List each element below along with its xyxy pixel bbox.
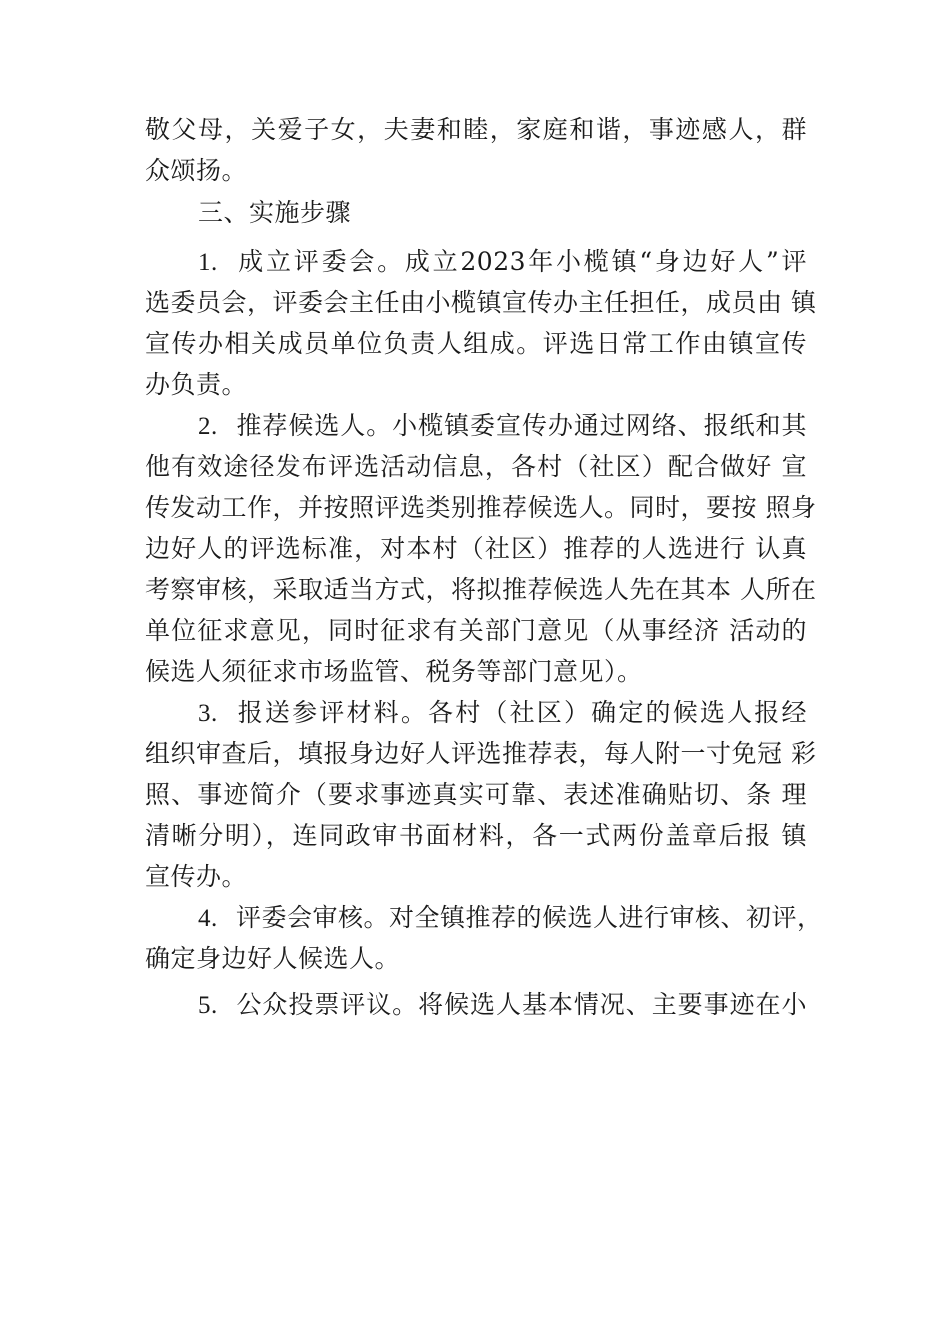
text-line: 确定身边好人候选人。 xyxy=(145,944,401,973)
section-heading: 三、实施步骤 xyxy=(198,198,352,227)
list-item-5 xyxy=(198,988,807,1023)
text-line: 选委员会，评委会主任由小榄镇宣传办主任担任，成员由 镇 xyxy=(145,288,817,317)
list-item-1 xyxy=(198,245,807,280)
text-line: 敬父母，关爱子女，夫妻和睦，家庭和谐，事迹感人，群 xyxy=(145,115,807,144)
text-line: 成立评委会。成立2023年小榄镇“身边好人”评 xyxy=(236,247,807,276)
item-number: 3. xyxy=(198,700,218,727)
text-line: 考察审核，采取适当方式，将拟推荐候选人先在其本 人所在 xyxy=(145,575,817,604)
item-number: 2. xyxy=(198,413,218,440)
text-line: 清晰分明），连同政审书面材料，各一式两份盖章后报 镇 xyxy=(145,821,807,850)
list-item-4 xyxy=(198,901,823,936)
list-item-2 xyxy=(198,409,807,444)
text-line: 评委会审核。对全镇推荐的候选人进行审核、初评， xyxy=(236,903,823,932)
text-line: 宣传办。 xyxy=(145,862,248,891)
text-line: 公众投票评议。将候选人基本情况、主要事迹在小 xyxy=(236,990,807,1019)
text-line: 边好人的评选标准，对本村（社区）推荐的人选进行 认真 xyxy=(145,534,807,563)
text-line: 传发动工作，并按照评选类别推荐候选人。同时，要按 照身 xyxy=(145,493,817,522)
text-line: 他有效途径发布评选活动信息，各村（社区）配合做好 宣 xyxy=(145,452,807,481)
list-item-3 xyxy=(198,696,807,731)
text-line: 报送参评材料。各村（社区）确定的候选人报经 xyxy=(236,698,807,727)
text-line: 单位征求意见，同时征求有关部门意见（从事经济 活动的 xyxy=(145,616,807,645)
text-line: 宣传办相关成员单位负责人组成。评选日常工作由镇宣传 xyxy=(145,329,807,358)
text-line: 候选人须征求市场监管、税务等部门意见）。 xyxy=(145,657,643,686)
item-number: 4. xyxy=(198,905,218,932)
text-line: 照、事迹简介（要求事迹真实可靠、表述准确贴切、条 理 xyxy=(145,780,807,809)
item-number: 1. xyxy=(198,249,218,276)
text-line: 组织审查后，填报身边好人评选推荐表，每人附一寸免冠 彩 xyxy=(145,739,817,768)
text-line: 办负责。 xyxy=(145,370,248,399)
item-number: 5. xyxy=(198,992,218,1019)
text-line: 众颂扬。 xyxy=(145,156,248,185)
text-line: 推荐候选人。小榄镇委宣传办通过网络、报纸和其 xyxy=(236,411,807,440)
